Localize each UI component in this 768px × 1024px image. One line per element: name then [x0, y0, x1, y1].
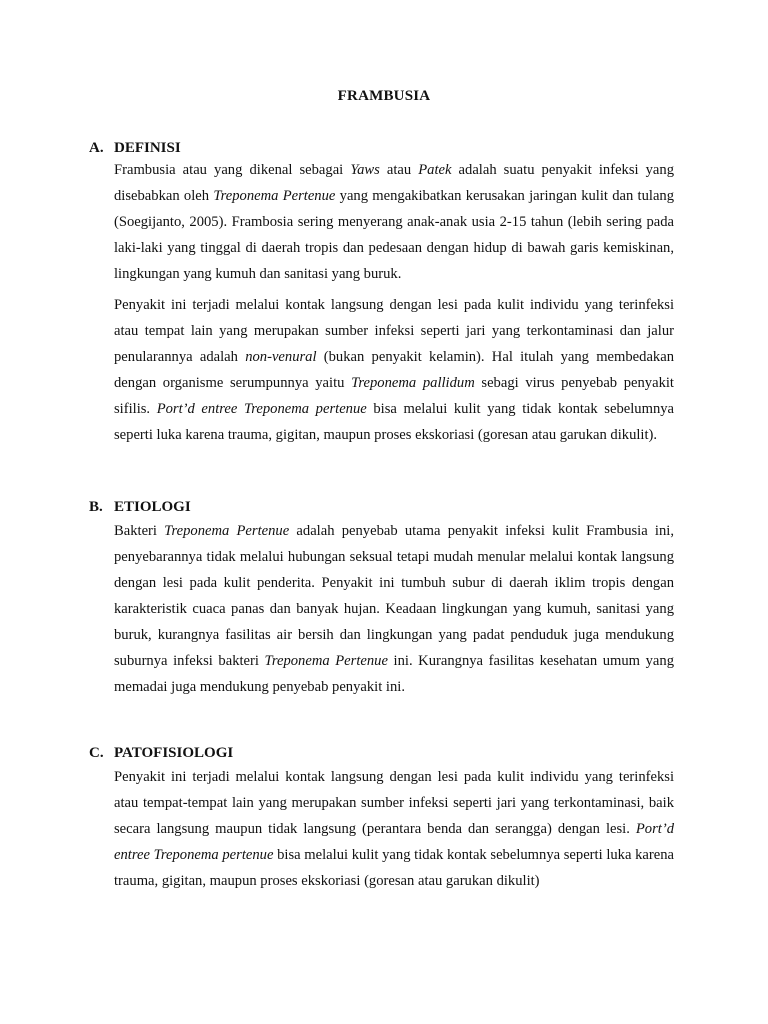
section-title: ETIOLOGI — [114, 499, 191, 515]
italic-term: Yaws — [350, 162, 380, 178]
section-heading-definisi — [89, 140, 181, 157]
paragraph: Penyakit ini terjadi melalui kontak langsung dengan lesi pada kulit individu yang terinfeksi atau tempat lain yang merupakan sumber infeksi seperti jari yang terkontaminasi dan jalur penularannya adalah non-venural (bukan penyakit kelamin). Hal itulah yang membedakan dengan organisme serumpunnya yaitu Treponema pallidum sebagi virus penyebab penyakit sifilis. Port’d entree Treponema pertenue bisa melalui kulit yang tidak kontak sebelumnya seperti luka karena trauma, gigitan, maupun proses ekskoriasi (goresan atau garukan dikulit). — [114, 297, 675, 443]
section-title: DEFINISI — [114, 140, 181, 156]
section-heading-etiologi — [89, 499, 191, 516]
italic-term: Treponema Pertenue — [264, 653, 388, 669]
italic-term: Treponema pallidum — [351, 375, 475, 391]
italic-term: Patek — [418, 162, 452, 178]
section-letter: B. — [89, 499, 103, 515]
section-letter: A. — [89, 140, 104, 156]
paragraph: Bakteri Treponema Pertenue adalah penyebab utama penyakit infeksi kulit Frambusia ini, penyebarannya tidak melalui hubungan seksual tetapi mudah menular melalui kontak langsung dengan lesi pada kulit penderita. Penyakit ini tumbuh subur di daerah iklim tropis dengan karakteristik cuaca panas dan banyak hujan. Keadaan lingkungan yang kumuh, sanitasi yang buruk, kurangnya fasilitas air bersih dan lingkungan yang padat penduduk juga mendukung suburnya infeksi bakteri Treponema Pertenue ini. Kurangnya fasilitas kesehatan umum yang memadai juga mendukung penyebab penyakit ini. — [114, 523, 675, 695]
italic-term: non-venural — [245, 349, 317, 365]
italic-term: Treponema Pertenue — [164, 523, 290, 539]
section-letter: C. — [89, 745, 104, 761]
section-heading-patofisiologi — [89, 745, 233, 762]
paragraph: Penyakit ini terjadi melalui kontak langsung dengan lesi pada kulit individu yang terinfeksi atau tempat-tempat lain yang merupakan sumber infeksi seperti jari yang terkontaminasi, baik secara langsung maupun tidak langsung (perantara benda dan serangga) dengan lesi. Port’d entree Treponema pertenue bisa melalui kulit yang tidak kontak sebelumnya seperti luka karena trauma, gigitan, maupun proses ekskoriasi (goresan atau garukan dikulit) — [114, 769, 674, 889]
italic-term: Port’d entree Treponema pertenue — [156, 401, 367, 417]
italic-term: Port’d entree Treponema pertenue — [114, 821, 674, 863]
page-title: FRAMBUSIA — [337, 88, 431, 104]
italic-term: Treponema Pertenue — [213, 188, 336, 204]
paragraph: Frambusia atau yang dikenal sebagai Yaws atau Patek adalah suatu penyakit infeksi yang disebabkan oleh Treponema Pertenue yang mengakibatkan kerusakan jaringan kulit dan tulang (Soegijanto, 2005). Frambosia sering menyerang anak-anak usia 2-15 tahun (lebih sering pada laki-laki yang tinggal di daerah tropis dan pedesaan dengan hidup di bawah garis kemiskinan, lingkungan yang kumuh dan sanitasi yang buruk. — [114, 162, 675, 282]
section-title: PATOFISIOLOGI — [114, 745, 234, 761]
